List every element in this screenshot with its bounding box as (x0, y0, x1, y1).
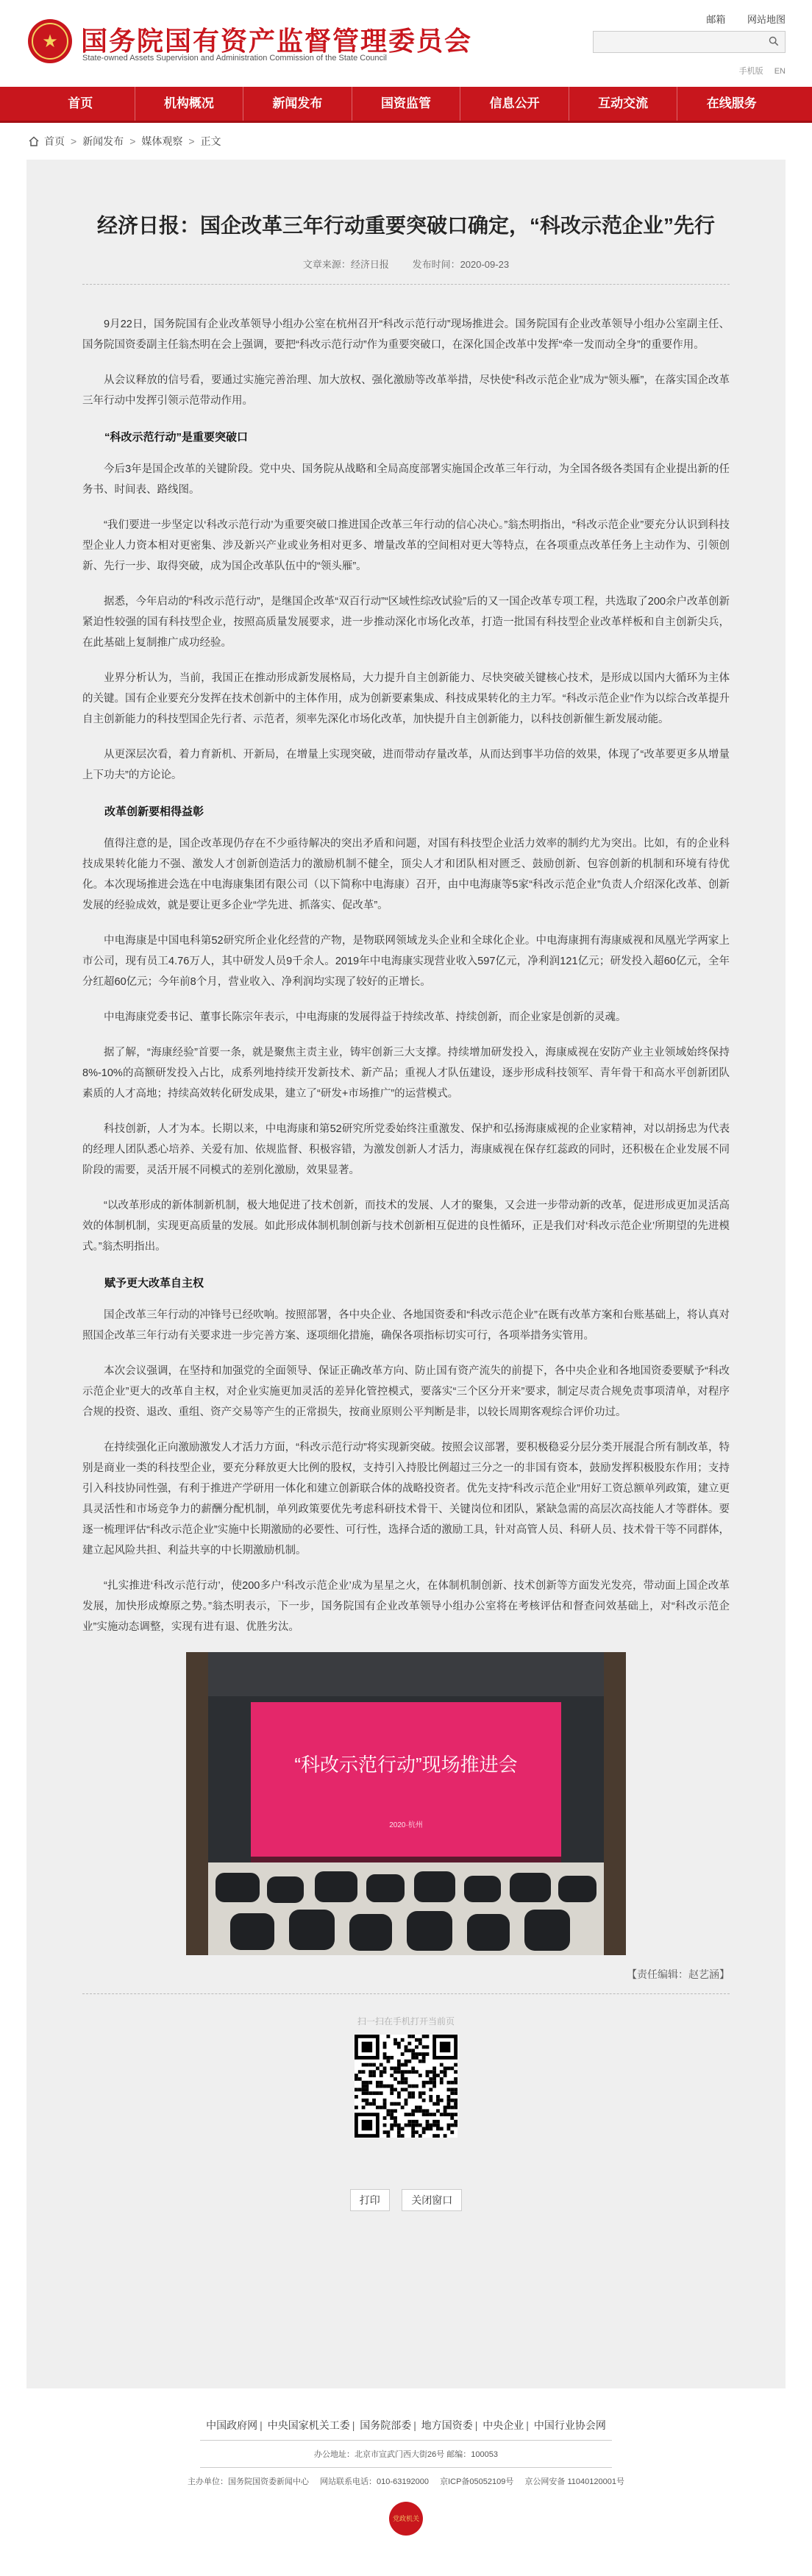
breadcrumb-home[interactable]: 首页 (44, 135, 65, 147)
nav-item-interaction[interactable]: 互动交流 (569, 87, 678, 121)
sub-links (730, 65, 786, 77)
event-photo (186, 1652, 626, 1955)
site-subtitle: State-owned Assets Supervision and Administration Commission of the State Council (82, 54, 387, 63)
footer-address-text: 办公地址：北京市宣武门西大街26号 邮编：100053 (314, 2450, 498, 2459)
footer-phone: 网站联系电话：010-63192000 (320, 2477, 430, 2486)
article (26, 160, 786, 2211)
article-paragraph: 今后3年是国企改革的关键阶段。党中央、国务院从战略和全局高度部署实施国企改革三年行动，为全国各级各类国有企业提出新的任务书、时间表、路线图。 (82, 463, 730, 496)
footer-link-local-sasac[interactable]: 地方国资委 (421, 2419, 473, 2431)
footer-host: 主办单位：国务院国资委新闻中心 (188, 2477, 309, 2486)
gov-site-badge-text: 党政机关 (392, 2514, 419, 2522)
article-paragraph: 国企改革三年行动的冲锋号已经吹响。按照部署，各中央企业、各地国资委和“科改示范企业”在既有改革方案和台账基础上，将认真对照国企改革三年行动有关要求进一步完善方案、逐项细化措施，确保各项指标切实可行，各项举措务实管用。 (82, 1309, 730, 1342)
article-actions (82, 2189, 730, 2211)
footer-registration (0, 2475, 812, 2487)
footer-address (0, 2448, 812, 2460)
main-nav (0, 87, 812, 123)
article-paragraph: 在持续强化正向激励激发人才活力方面，“科改示范行动”将实现新突破。按照会议部署，要积极稳妥分层分类开展混合所有制改革，特别是商业一类的科技型企业，要充分释放更大比例的股权，支持引入持股比例超过三分之一的非国有资本，鼓励发挥积极股东作用；支持引入科技协同性强，有利于推进产学研用一体化和建立创新联合体的战略投资者。优先支持“科改示范企业”用好工资总额单列政策，建立更具灵活性和市场竞争力的薪酬分配机制，单列政策要优先考虑科研技术骨干、关键岗位和团队，紧缺急需的高层次高技能人才等群体。要逐一梳理评估“科改示范企业”实施中长期激励的必要性、可行性，选择合适的激励工具，针对高管人员、科研人员、技术骨干等不同群体，建立起风险共担、利益共享的中长期激励机制。 (82, 1442, 730, 1556)
breadcrumb-current: 正文 (200, 135, 221, 147)
top-links (687, 12, 786, 26)
article-paragraph: 9月22日，国务院国有企业改革领导小组办公室在杭州召开“科改示范行动”现场推进会。国务院国有企业改革领导小组办公室副主任、国务院国资委副主任翁杰明在会上强调，要把“科改示范行动”作为重要突破口，在深化国企改革中发挥“牵一发而动全身”的重要作用。 (82, 319, 730, 351)
nav-item-supervision[interactable]: 国资监管 (352, 87, 461, 121)
footer-link-industry-assoc[interactable]: 中国行业协会网 (533, 2419, 606, 2431)
mailbox-link[interactable]: 邮箱 (706, 14, 726, 25)
article-meta (82, 257, 730, 271)
section-heading: “科改示范行动”是重要突破口 (104, 431, 249, 444)
national-emblem-icon[interactable]: ★ (28, 19, 72, 63)
footer-divider (200, 2440, 612, 2441)
photo-banner-subtext: 2020·杭州 (389, 1821, 423, 1829)
breadcrumb-separator: > (129, 135, 136, 147)
article-paragraph: “扎实推进‘科改示范行动’，使200多户‘科改示范企业’成为星星之火，在体制机制创新、技术创新等方面发光发亮，带动面上国企改革发展，加快形成燎原之势。”翁杰明表示，下一步，国务院国有企业改革领导小组办公室将在考核评估和督查问效基础上，对“科改示范企业”实施动态调整，实现有进有退、优胜劣汰。 (82, 1580, 730, 1633)
article-paragraph: “我们要进一步坚定以‘科改示范行动’为重要突破口推进国企改革三年行动的信心决心。”翁杰明指出，“科改示范企业”要充分认识到科技型企业人力资本相对更密集、涉及新兴产业或业务相对更多、增量改革的空间相对更大等特点，在各项重点改革任务上主动作为、引领创新、先行一步、取得突破，成为国企改革队伍中的“领头雁”。 (82, 519, 730, 572)
footer-icp[interactable]: 京ICP备05052109号 (440, 2477, 514, 2486)
nav-item-services[interactable]: 在线服务 (706, 96, 757, 110)
close-window-button[interactable]: 关闭窗口 (402, 2189, 462, 2211)
sitemap-link[interactable]: 网站地图 (747, 14, 786, 25)
footer-link-central-org[interactable]: 中央国家机关工委 (267, 2419, 350, 2431)
breadcrumb-separator: > (188, 135, 195, 147)
gov-site-badge-icon[interactable] (389, 2502, 423, 2536)
nav-item-about[interactable]: 机构概况 (135, 87, 244, 121)
photo-banner-title: “科改示范行动”现场推进会 (294, 1754, 518, 1776)
article-date: 发布时间：2020-09-23 (412, 259, 510, 270)
article-body (82, 314, 730, 1637)
footer-links: 中国政府网 | 中央国家机关工委 | 国务院部委 | 地方国资委 | 中央企业 | 中国行业协会网 (206, 2419, 606, 2431)
search-icon[interactable] (769, 36, 779, 46)
article-paragraph: 科技创新，人才为本。长期以来，中电海康和第52研究所党委始终注重激发、保护和弘扬海康威视的企业家精神，对以胡扬忠为代表的经理人团队悉心培养、关爱有加、依规监督、积极容错，为激发创新人才活力，海康威视在保存红蕊政的同时，还积极在企业发展不同阶段的需要，灵活开展不同模式的差别化激励，效果显著。 (82, 1123, 730, 1176)
breadcrumb-media[interactable]: 媒体观察 (141, 135, 183, 147)
print-button[interactable]: 打印 (350, 2189, 390, 2211)
footer-link-central-soe[interactable]: 中央企业 (482, 2419, 524, 2431)
article-paragraph: 业界分析认为，当前，我国正在推动形成新发展格局，大力提升自主创新能力、尽快突破关键核心技术，是形成以国内大循环为主体的关键。国有企业要充分发挥在技术创新中的主体作用，成为创新要素集成、科技成果转化的主力军。“科改示范企业”作为以综合改革提升自主创新能力的科技型国企先行者、示范者，须率先深化市场化改革，加快提升自主创新能力，以科技创新催生新发展动能。 (82, 672, 730, 725)
article-paragraph: 从会议释放的信号看，要通过实施完善治理、加大放权、强化激励等改革举措，尽快使“科改示范企业”成为“领头雁”，在落实国企改革三年行动中发挥引领示范带动作用。 (82, 374, 730, 407)
article-paragraph: 本次会议强调，在坚持和加强党的全面领导、保证正确改革方向、防止国有资产流失的前提下，各中央企业和各地国资委要赋予“科改示范企业”更大的改革自主权，对企业实施更加灵活的差异化管控模式，要落实“三个区分开来”要求，制定尽责合规免责事项清单，对程序合规的投资、退改、重组、资产交易等产生的正常损失，按商业原则公平判断是非，以较长周期客观综合评价功过。 (82, 1365, 730, 1418)
mobile-version-link[interactable]: 手机版 (738, 67, 763, 76)
nav-item-news[interactable]: 新闻发布 (243, 87, 352, 121)
main-content (26, 160, 786, 2388)
editor-divider (82, 1993, 730, 1994)
article-paragraph: 中电海康党委书记、董事长陈宗年表示，中电海康的发展得益于持续改革、持续创新，而企业家是创新的灵魂。 (104, 1011, 627, 1023)
nav-item-home[interactable]: 首页 (26, 87, 135, 121)
qr-code-image (355, 2035, 457, 2138)
breadcrumb (0, 123, 812, 160)
section-heading: 改革创新要相得益彰 (104, 805, 204, 818)
site-header (0, 0, 812, 87)
title-divider (82, 284, 730, 285)
site-title[interactable]: 国务院国有资产监督管理委员会 (81, 26, 473, 56)
article-paragraph: 中电海康是中国电科第52研究所企业化经营的产物，是物联网领域龙头企业和全球化企业。中电海康拥有海康威视和凤凰光学两家上市公司，现有员工4.76万人，其中研发人员9千余人。2019年中电海康实现营业收入597亿元，净利润121亿元；研发投入超60亿元，全年分红超60亿元；今年前8个月，营业收入、净利润均实现了较好的正增长。 (82, 935, 730, 988)
footer-divider (200, 2467, 612, 2468)
footer-link-ministries[interactable]: 国务院部委 (360, 2419, 412, 2431)
article-paragraph: 值得注意的是，国企改革现仍存在不少亟待解决的突出矛盾和问题，对国有科技型企业活力效率的制约尤为突出。比如，有的企业科技成果转化能力不强、激发人才创新创造活力的激励机制不健全，顶尖人才和团队相对匮乏、鼓励创新、包容创新的机制和环境有待优化。本次现场推进会选在中电海康集团有限公司（以下简称中电海康）召开，由中电海康等5家“科改示范企业”负责人介绍深化改革、创新发展的经验成效，就是要让更多企业“学先进、抓落实、促改革”。 (82, 838, 730, 911)
breadcrumb-news[interactable]: 新闻发布 (82, 135, 124, 147)
article-source: 文章来源：经济日报 (302, 259, 389, 270)
search-box (593, 31, 786, 53)
responsible-editor: 【责任编辑：赵艺涵】 (627, 1968, 730, 1980)
section-heading: 赋予更大改革自主权 (104, 1277, 204, 1289)
article-title: 经济日报：国企改革三年行动重要突破口确定，“科改示范企业”先行 (96, 214, 715, 237)
article-paragraph: 据了解，“海康经验”首要一条，就是聚焦主责主业，铸牢创新三大支撑。持续增加研发投入，海康威视在安防产业主业领域始终保持8%-10%的高额研发投入占比，成系列地持续开发新技术、新产品；重视人才队伍建设，逐步形成科技领军、青年骨干和高水平创新团队素质的人才高地；持续高效转化研发成果，建立了“研发+市场推广”的运营模式。 (82, 1047, 730, 1100)
breadcrumb-separator: > (71, 135, 77, 147)
footer-police[interactable]: 京公网安备 11040120001号 (524, 2477, 624, 2486)
footer-link-gov[interactable]: 中国政府网 (206, 2419, 258, 2431)
search-input[interactable] (594, 32, 767, 52)
home-icon (28, 135, 40, 147)
qr-caption: 扫一扫在手机打开当前页 (357, 2016, 455, 2027)
article-paragraph: “以改革形成的新体制新机制，极大地促进了技术创新，而技术的发展、人才的聚集，又会进一步带动新的改革，促进形成更加灵活高效的体制机制，实现更高质量的发展。如此形成体制机制创新与技术创新相互促进的良性循环，正是我们对‘科改示范企业’所期望的先进模式。”翁杰明指出。 (82, 1200, 730, 1253)
event-photo-illustration (186, 1652, 626, 1955)
english-link[interactable]: EN (774, 67, 786, 76)
nav-item-disclosure[interactable]: 信息公开 (460, 87, 569, 121)
article-paragraph: 从更深层次看，着力育新机、开新局，在增量上实现突破，进而带动存量改革，从而达到事半功倍的效果，体现了“改革要更多从增量上下功夫”的方论论。 (82, 749, 730, 781)
article-paragraph: 据悉，今年启动的“科改示范行动”，是继国企改革“双百行动”“区域性综改试验”后的又一国企改革专项工程，共选取了200余户改革创新紧迫性较强的国有科技型企业，按照高质量发展要求，进一步推动深化市场化改革，打造一批国有科技型企业改革样板和自主创新尖兵，在此基础上复制推广成功经验。 (82, 596, 730, 649)
